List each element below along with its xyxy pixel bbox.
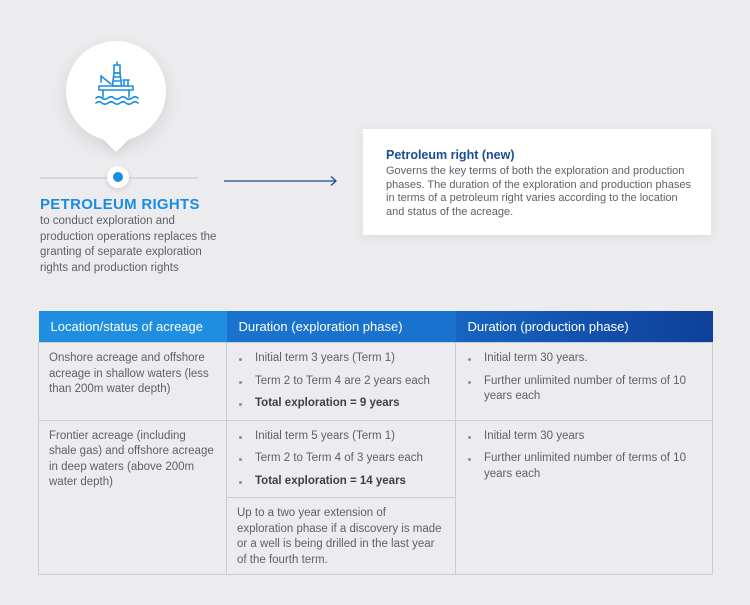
list-item: Initial term 30 years. [466, 351, 702, 367]
list-item: Initial term 5 years (Term 1) [237, 429, 445, 445]
list-item: Further unlimited number of terms of 10 years each [466, 451, 702, 482]
card-title: Petroleum right (new) [386, 148, 515, 162]
extension-note: Up to a two year extension of exploration phase if a discovery is made or a well is being drilled in the last year of the fourth term. [227, 498, 456, 575]
card-text: Governs the key terms of both the exploration and production phases. The duration of the exploration and production phases in terms of a petroleum right varies according to the location and status of the acreage. [386, 165, 691, 218]
production-cell [456, 343, 713, 421]
table-header-row [39, 311, 713, 343]
duration-table [38, 311, 713, 575]
list-item: Further unlimited number of terms of 10 years each [466, 374, 702, 405]
header-location: Location/status of acreage [39, 311, 227, 343]
exploration-cell [227, 343, 456, 421]
exploration-total: Total exploration = 14 years [237, 474, 445, 490]
oil-rig-icon [92, 60, 140, 108]
header-production: Duration (production phase) [456, 311, 713, 343]
location-cell: Onshore acreage and offshore acreage in shallow waters (less than 200m water depth) [39, 343, 227, 421]
timeline-marker-dot [113, 172, 123, 182]
list-item: Term 2 to Term 4 are 2 years each [237, 374, 445, 390]
table-row [39, 343, 713, 421]
production-cell [456, 420, 713, 575]
list-item: Initial term 30 years [466, 429, 702, 445]
petroleum-rights-description: to conduct exploration and production operations replaces the granting of separate exploration rights and production rights [40, 215, 217, 274]
exploration-total: Total exploration = 9 years [237, 396, 445, 412]
exploration-cell [227, 420, 456, 498]
arrow-right-icon [224, 175, 340, 187]
location-cell: Frontier acreage (including shale gas) and offshore acreage in deep waters (above 200m water depth) [39, 420, 227, 575]
list-item: Term 2 to Term 4 of 3 years each [237, 451, 445, 467]
table-row [39, 420, 713, 498]
list-item: Initial term 3 years (Term 1) [237, 351, 445, 367]
petroleum-right-card [363, 129, 711, 235]
header-exploration: Duration (exploration phase) [227, 311, 456, 343]
petroleum-rights-title: PETROLEUM RIGHTS [40, 196, 200, 213]
